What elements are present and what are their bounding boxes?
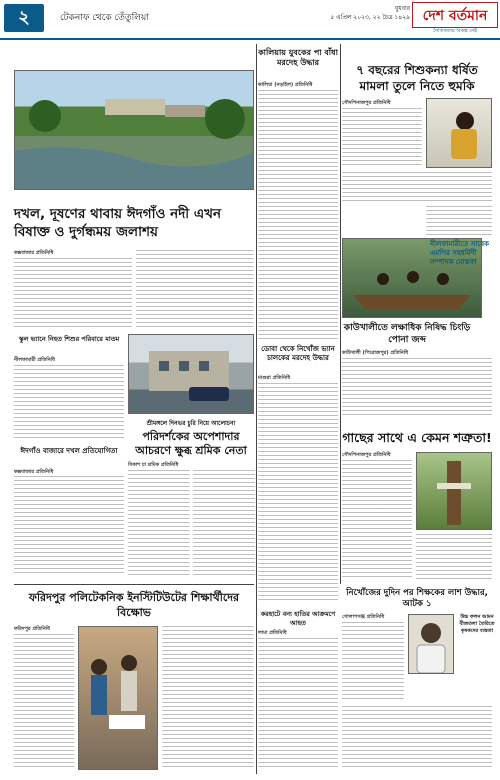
column-divider-right <box>340 44 341 584</box>
polytech-headline: ফরিদপুর পলিটেকনিক ইনস্টিটিউটের শিক্ষার্থীদের বিক্ষোভ <box>28 591 240 619</box>
sidebar-mid-headline: করহাটে বন্য হাতির আক্রমণে আহত <box>260 610 336 627</box>
section-divider <box>14 584 254 585</box>
wood-headline: কাউখালীতে লক্ষাধিক নিষিদ্ধ চিংড়ি পোনা জব্দ <box>343 323 471 345</box>
column-divider-left <box>256 44 257 774</box>
polytech-body-2 <box>162 626 254 770</box>
rape-body-col1 <box>342 108 422 168</box>
student-body <box>14 365 124 441</box>
river-scene-icon <box>15 71 253 189</box>
rape-body-col2 <box>342 172 492 202</box>
section-title: টেকনাফ থেকে তেঁতুলিয়া <box>60 13 149 23</box>
building-scene-icon <box>129 335 253 413</box>
sidebar-mid-body <box>258 638 338 770</box>
girl-photo <box>426 98 492 168</box>
tree-trunk-icon <box>417 453 491 529</box>
teacher-photo <box>408 614 454 674</box>
protest-crowd-icon <box>79 627 157 769</box>
polytech-body <box>14 634 74 770</box>
flood-headline: কালিয়ায় যুবকের পা বাঁধা মরদেহ উদ্ধার <box>258 48 338 67</box>
body-headline: ডোবা থেকে নিখোঁজ ভ্যান চালকের মরদেহ উদ্ধার <box>261 345 335 362</box>
tree-body-2 <box>416 534 492 580</box>
wood-body <box>342 358 492 418</box>
river-body-col1 <box>14 258 132 328</box>
leader-headline: পরিদর্শকের অপেশাদার আচরণে ক্ষুব্ধ শ্রমিক নেতা <box>135 430 247 457</box>
teacher-body-2 <box>342 706 492 770</box>
sidebar-top-body <box>426 206 492 236</box>
tree-body <box>342 460 412 580</box>
teacher-body-1 <box>342 622 404 702</box>
flood-byline: কালিয়া (নড়াইল) প্রতিনিধি <box>258 82 313 88</box>
portrait-icon <box>409 615 453 673</box>
child-icon <box>427 99 491 167</box>
newspaper-logo: দেশ বর্তমান <box>412 2 498 28</box>
student-headline: স্কুল ভ্যানে নিহত শিশুর পরিবারে মাতম <box>18 335 120 343</box>
date-full: ৫ এপ্রিল ২০২৩, ২২ চৈত্র ১৪২৯ <box>330 14 410 21</box>
rape-headline: ৭ বছরের শিশুকন্যা ধর্ষিত মামলা তুলে নিতে হুমকি <box>356 63 478 93</box>
masthead <box>0 0 500 40</box>
wood-byline: কাউখালী (পিরোজপুর) প্রতিনিধি <box>342 350 408 356</box>
sidebar-mid-byline: লামা প্রতিনিধি <box>258 630 287 636</box>
leader-body-col1 <box>128 470 190 578</box>
tree-headline: গাছের সাথে এ কেমন শত্রুতা! <box>342 430 492 445</box>
protest-photo <box>78 626 158 770</box>
river-headline: দখল, দূষণের থাবায় ঈদগাঁও নদী এখন বিষাক্ত ও দুর্গন্ধময় জলাশয় <box>14 206 222 240</box>
flood-body <box>258 90 338 340</box>
rape-byline: সৌদপিনাজপুর প্রতিনিধি <box>342 100 391 106</box>
date-weekday: বুধবার <box>394 5 410 12</box>
eid-byline: কক্সবাজার প্রতিনিধি <box>14 469 54 475</box>
sidebar-top-headline: নীলফামারীতে সাবেক এমপির সহধর্মিণী সম্পাদক মোস্তফা <box>430 240 490 266</box>
eid-headline: ঈদগাঁও বাজারে দখল প্রতিযোগিতা <box>20 447 118 455</box>
newspaper-tagline: নৈতিকতার বিকল্প নেই <box>433 28 477 34</box>
teacher-headline: নিখোঁজের দুদিন পর শিক্ষকের লাশ উদ্ধার, আটক ১ <box>346 588 488 609</box>
page-number: ২ <box>4 4 44 32</box>
body-body <box>258 383 338 603</box>
sidebar-bottom-headline: উচ্চ ফলন আমন বীজতলা তৈরিতে কৃষকদের ব্যস্ততা <box>459 614 495 634</box>
teacher-byline: গোলাপগঞ্জ প্রতিনিধি <box>342 614 385 620</box>
student-byline: নীলফামারী প্রতিনিধি <box>14 357 55 363</box>
building-photo <box>128 334 254 414</box>
river-body-col2 <box>136 250 254 330</box>
polytech-byline: ফরিদপুর প্রতিনিধি <box>14 626 50 632</box>
leader-caption: শ্রীমঙ্গলে দিনভর চুরি নিয়ে আলোচনা <box>146 420 236 427</box>
date-line <box>330 4 410 22</box>
river-byline: কক্সবাজার প্রতিনিধি <box>14 250 54 256</box>
eid-body <box>14 476 124 576</box>
tree-photo <box>416 452 492 530</box>
body-byline: মাগুরা প্রতিনিধি <box>258 375 291 381</box>
leader-body-col2 <box>193 470 255 578</box>
tree-byline: সৌদপিনাজপুর প্রতিনিধি <box>342 452 391 458</box>
river-photo <box>14 70 254 190</box>
leader-byline: বিকাশ চা শ্রমিক প্রতিনিধি <box>128 462 179 468</box>
